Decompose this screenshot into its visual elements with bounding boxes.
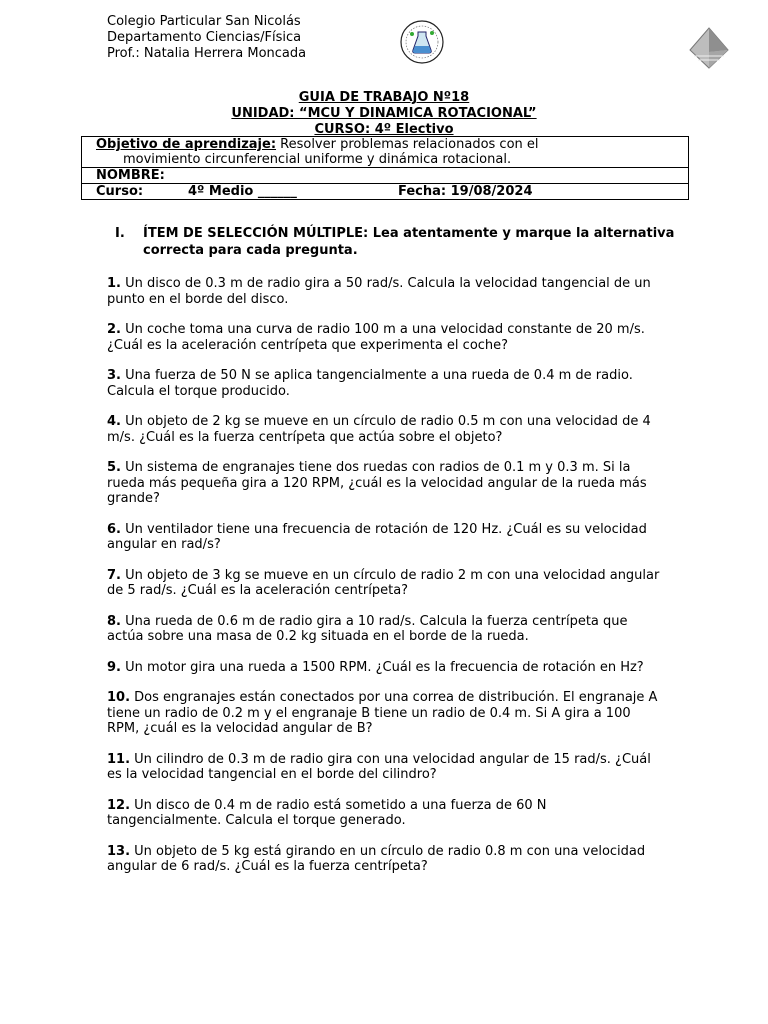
unit-title: UNIDAD: “MCU Y DINAMICA ROTACIONAL”: [231, 106, 537, 121]
question-item: [107, 752, 662, 783]
question-text: Dos engranajes están conectados por una correa de distribución. El engranaje A tiene un radio de 0.2 m y el engranaje B tiene un radio de 0.4 m. Si A gira a 100 RPM, ¿cuál es la velocidad angular de B?: [107, 690, 658, 736]
question-item: [107, 460, 662, 507]
course-title: CURSO: 4º Electivo: [314, 122, 454, 137]
question-text: Un disco de 0.3 m de radio gira a 50 rad/s. Calcula la velocidad tangencial de un punto en el borde del disco.: [107, 276, 651, 307]
question-item: [107, 322, 662, 353]
question-number: 7.: [107, 567, 121, 583]
question-text: Una rueda de 0.6 m de radio gira a 10 rad/s. Calcula la fuerza centrípeta que actúa sobre una masa de 0.2 kg situada en el borde de la rueda.: [107, 613, 628, 644]
question-text: Un objeto de 2 kg se mueve en un círculo de radio 0.5 m con una velocidad de 4 m/s. ¿Cuál es la fuerza centrípeta que actúa sobre el objeto?: [107, 414, 651, 445]
guide-title: GUIA DE TRABAJO Nº18: [298, 90, 470, 105]
question-text: Un cilindro de 0.3 m de radio gira con una velocidad angular de 15 rad/s. ¿Cuál es la velocidad tangencial en el borde del cilindro?: [107, 751, 651, 782]
curso-cell: [82, 184, 689, 200]
question-text: Un objeto de 3 kg se mueve en un círculo de radio 2 m con una velocidad angular de 5 rad/s. ¿Cuál es la aceleración centrípeta?: [107, 567, 660, 598]
question-number: 4.: [107, 414, 121, 429]
question-number: 5.: [107, 460, 121, 475]
objective-line1: Resolver problemas relacionados con el: [276, 137, 539, 152]
student-info-table: [81, 136, 689, 200]
question-number: 9.: [107, 659, 121, 675]
school-logo-icon: [398, 18, 446, 66]
question-item: [107, 414, 662, 445]
school-header: [107, 14, 306, 62]
curso-label: Curso:: [96, 184, 144, 199]
question-text: Un sistema de engranajes tiene dos ruedas con radios de 0.1 m y 0.3 m. Si la rueda más pequeña gira a 120 RPM, ¿cuál es la velocidad angular de la rueda más grande?: [107, 460, 647, 506]
question-number: 2.: [107, 322, 121, 337]
question-text: Un ventilador tiene una frecuencia de rotación de 120 Hz. ¿Cuál es su velocidad angular en rad/s?: [107, 521, 647, 552]
section-number: I.: [115, 226, 125, 241]
question-number: 12.: [107, 797, 131, 813]
curso-value: 4º Medio ______: [188, 184, 297, 199]
document-titles: [0, 90, 768, 138]
question-item: [107, 844, 662, 875]
objective-line2: movimiento circunferencial uniforme y dinámica rotacional.: [123, 152, 512, 167]
question-text: Un disco de 0.4 m de radio está sometido a una fuerza de 60 N tangencialmente. Calcula el torque generado.: [107, 797, 547, 828]
name-cell: [82, 168, 689, 184]
question-item: [107, 276, 662, 307]
question-item: [107, 690, 662, 737]
question-number: 10.: [107, 690, 131, 705]
question-item: [107, 660, 662, 676]
question-number: 6.: [107, 521, 121, 537]
objective-cell: [82, 137, 689, 168]
question-text: Un coche toma una curva de radio 100 m a una velocidad constante de 20 m/s. ¿Cuál es la aceleración centrípeta que experimenta el coche?: [107, 322, 645, 353]
question-item: [107, 798, 662, 829]
question-item: [107, 568, 662, 599]
teacher-name: Prof.: Natalia Herrera Moncada: [107, 46, 307, 61]
question-text: Un objeto de 5 kg está girando en un círculo de radio 0.8 m con una velocidad angular de 6 rad/s. ¿Cuál es la fuerza centrípeta?: [107, 843, 646, 874]
question-number: 1.: [107, 276, 121, 291]
question-text: Un motor gira una rueda a 1500 RPM. ¿Cuál es la frecuencia de rotación en Hz?: [120, 659, 644, 675]
objective-label: Objetivo de aprendizaje:: [96, 137, 277, 152]
section-heading: [115, 225, 675, 259]
question-item: [107, 522, 662, 553]
question-text: Una fuerza de 50 N se aplica tangencialmente a una rueda de 0.4 m de radio. Calcula el torque producido.: [107, 368, 633, 399]
question-number: 13.: [107, 843, 131, 859]
school-name: Colegio Particular San Nicolás: [107, 14, 301, 29]
fecha-value: Fecha: 19/08/2024: [398, 184, 533, 199]
question-number: 8.: [107, 613, 121, 629]
department-name: Departamento Ciencias/Física: [107, 30, 302, 45]
question-number: 3.: [107, 368, 121, 383]
question-list: [107, 276, 662, 875]
question-item: [107, 368, 662, 399]
name-label: NOMBRE:: [96, 168, 165, 183]
question-number: 11.: [107, 751, 131, 767]
section-text: ÍTEM DE SELECCIÓN MÚLTIPLE: Lea atentamente y marque la alternativa correcta para cada pregunta.: [143, 226, 675, 258]
pyramid-logo-icon: [688, 26, 730, 70]
question-item: [107, 614, 662, 645]
